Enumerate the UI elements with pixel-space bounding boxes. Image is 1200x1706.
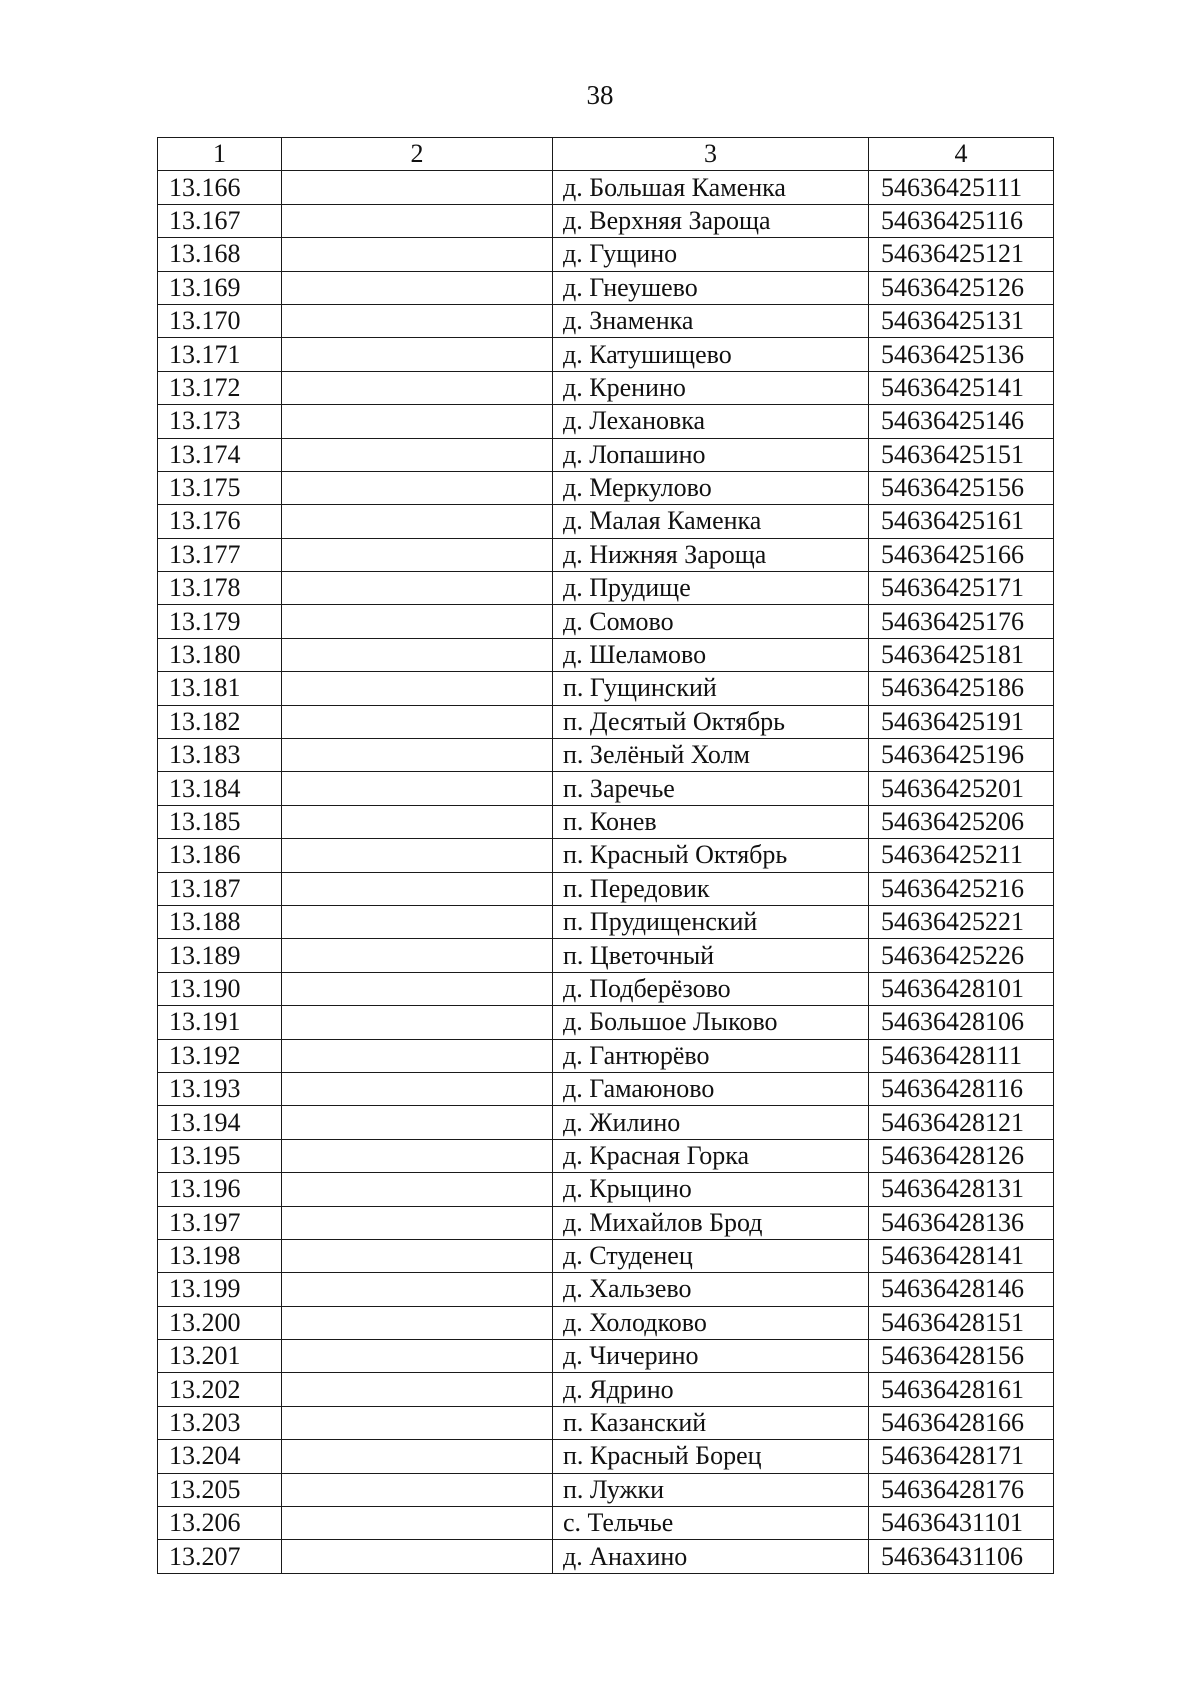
empty-cell xyxy=(282,1306,553,1339)
oktmo-code-cell: 54636428136 xyxy=(869,1206,1054,1239)
table-row xyxy=(158,204,1054,237)
oktmo-code-cell: 54636425141 xyxy=(869,371,1054,404)
empty-cell xyxy=(282,772,553,805)
row-number-cell: 13.205 xyxy=(158,1473,282,1506)
empty-cell xyxy=(282,1206,553,1239)
empty-cell xyxy=(282,739,553,772)
row-number-cell: 13.189 xyxy=(158,939,282,972)
table-row xyxy=(158,872,1054,905)
table-row xyxy=(158,739,1054,772)
oktmo-code-cell: 54636425116 xyxy=(869,204,1054,237)
settlement-name-cell: п. Казанский xyxy=(553,1406,869,1439)
empty-cell xyxy=(282,1106,553,1139)
empty-cell xyxy=(282,672,553,705)
settlement-name-cell: п. Цветочный xyxy=(553,939,869,972)
settlement-name-cell: п. Десятый Октябрь xyxy=(553,705,869,738)
row-number-cell: 13.199 xyxy=(158,1273,282,1306)
table-row xyxy=(158,238,1054,271)
table-row xyxy=(158,1273,1054,1306)
empty-cell xyxy=(282,605,553,638)
empty-cell xyxy=(282,1473,553,1506)
table-row xyxy=(158,505,1054,538)
settlement-name-cell: д. Гантюрёво xyxy=(553,1039,869,1072)
table-row xyxy=(158,1406,1054,1439)
column-header-2: 2 xyxy=(282,138,553,171)
oktmo-code-cell: 54636428111 xyxy=(869,1039,1054,1072)
empty-cell xyxy=(282,338,553,371)
oktmo-code-cell: 54636425161 xyxy=(869,505,1054,538)
row-number-cell: 13.182 xyxy=(158,705,282,738)
empty-cell xyxy=(282,1273,553,1306)
empty-cell xyxy=(282,538,553,571)
column-header-3: 3 xyxy=(553,138,869,171)
column-header-4: 4 xyxy=(869,138,1054,171)
oktmo-code-cell: 54636431106 xyxy=(869,1540,1054,1573)
row-number-cell: 13.183 xyxy=(158,739,282,772)
row-number-cell: 13.198 xyxy=(158,1239,282,1272)
oktmo-code-cell: 54636428101 xyxy=(869,972,1054,1005)
page-number: 38 xyxy=(586,80,614,110)
oktmo-code-cell: 54636431101 xyxy=(869,1507,1054,1540)
oktmo-code-cell: 54636428146 xyxy=(869,1273,1054,1306)
table-row xyxy=(158,1507,1054,1540)
settlement-name-cell: д. Лопашино xyxy=(553,438,869,471)
oktmo-code-cell: 54636428106 xyxy=(869,1006,1054,1039)
settlement-name-cell: п. Прудищенский xyxy=(553,905,869,938)
oktmo-code-cell: 54636428151 xyxy=(869,1306,1054,1339)
settlement-name-cell: д. Гущино xyxy=(553,238,869,271)
settlement-name-cell: д. Сомово xyxy=(553,605,869,638)
row-number-cell: 13.185 xyxy=(158,805,282,838)
empty-cell xyxy=(282,505,553,538)
oktmo-code-cell: 54636425126 xyxy=(869,271,1054,304)
settlement-name-cell: д. Большая Каменка xyxy=(553,171,869,204)
row-number-cell: 13.166 xyxy=(158,171,282,204)
empty-cell xyxy=(282,1373,553,1406)
table-row xyxy=(158,705,1054,738)
empty-cell xyxy=(282,972,553,1005)
oktmo-code-cell: 54636425221 xyxy=(869,905,1054,938)
table-row xyxy=(158,905,1054,938)
table-row xyxy=(158,605,1054,638)
oktmo-code-cell: 54636425131 xyxy=(869,304,1054,337)
settlement-name-cell: д. Лехановка xyxy=(553,405,869,438)
table-row xyxy=(158,1540,1054,1573)
empty-cell xyxy=(282,705,553,738)
empty-cell xyxy=(282,405,553,438)
row-number-cell: 13.168 xyxy=(158,238,282,271)
empty-cell xyxy=(282,1072,553,1105)
table-row xyxy=(158,471,1054,504)
settlement-name-cell: п. Красный Борец xyxy=(553,1440,869,1473)
row-number-cell: 13.174 xyxy=(158,438,282,471)
oktmo-code-cell: 54636428126 xyxy=(869,1139,1054,1172)
oktmo-code-cell: 54636425186 xyxy=(869,672,1054,705)
row-number-cell: 13.188 xyxy=(158,905,282,938)
settlement-name-cell: д. Гамаюново xyxy=(553,1072,869,1105)
table-row xyxy=(158,1006,1054,1039)
table-row xyxy=(158,939,1054,972)
settlement-name-cell: п. Красный Октябрь xyxy=(553,839,869,872)
row-number-cell: 13.192 xyxy=(158,1039,282,1072)
settlement-name-cell: д. Нижняя Зароща xyxy=(553,538,869,571)
oktmo-code-cell: 54636425201 xyxy=(869,772,1054,805)
table-row xyxy=(158,839,1054,872)
settlement-name-cell: п. Конев xyxy=(553,805,869,838)
row-number-cell: 13.176 xyxy=(158,505,282,538)
row-number-cell: 13.206 xyxy=(158,1507,282,1540)
oktmo-code-cell: 54636425121 xyxy=(869,238,1054,271)
table-row xyxy=(158,1106,1054,1139)
row-number-cell: 13.193 xyxy=(158,1072,282,1105)
empty-cell xyxy=(282,1340,553,1373)
row-number-cell: 13.167 xyxy=(158,204,282,237)
row-number-cell: 13.200 xyxy=(158,1306,282,1339)
empty-cell xyxy=(282,471,553,504)
empty-cell xyxy=(282,271,553,304)
oktmo-code-cell: 54636428161 xyxy=(869,1373,1054,1406)
row-number-cell: 13.202 xyxy=(158,1373,282,1406)
oktmo-code-cell: 54636425191 xyxy=(869,705,1054,738)
settlement-name-cell: д. Михайлов Брод xyxy=(553,1206,869,1239)
table-body xyxy=(158,171,1054,1573)
row-number-cell: 13.197 xyxy=(158,1206,282,1239)
empty-cell xyxy=(282,1239,553,1272)
settlement-name-cell: д. Шеламово xyxy=(553,638,869,671)
row-number-cell: 13.187 xyxy=(158,872,282,905)
row-number-cell: 13.194 xyxy=(158,1106,282,1139)
row-number-cell: 13.178 xyxy=(158,572,282,605)
oktmo-code-cell: 54636428131 xyxy=(869,1173,1054,1206)
table-row xyxy=(158,638,1054,671)
settlement-name-cell: д. Студенец xyxy=(553,1239,869,1272)
oktmo-code-cell: 54636425151 xyxy=(869,438,1054,471)
empty-cell xyxy=(282,939,553,972)
row-number-cell: 13.179 xyxy=(158,605,282,638)
empty-cell xyxy=(282,839,553,872)
table-row xyxy=(158,338,1054,371)
oktmo-code-cell: 54636425216 xyxy=(869,872,1054,905)
row-number-cell: 13.175 xyxy=(158,471,282,504)
row-number-cell: 13.177 xyxy=(158,538,282,571)
settlement-name-cell: д. Хальзево xyxy=(553,1273,869,1306)
table-row xyxy=(158,1440,1054,1473)
table-row xyxy=(158,171,1054,204)
table-row xyxy=(158,772,1054,805)
settlement-name-cell: д. Кренино xyxy=(553,371,869,404)
oktmo-code-cell: 54636428121 xyxy=(869,1106,1054,1139)
settlement-name-cell: д. Катушищево xyxy=(553,338,869,371)
table-row xyxy=(158,1306,1054,1339)
table-row xyxy=(158,371,1054,404)
oktmo-code-cell: 54636425176 xyxy=(869,605,1054,638)
oktmo-code-cell: 54636425146 xyxy=(869,405,1054,438)
settlement-name-cell: п. Заречье xyxy=(553,772,869,805)
table-row xyxy=(158,405,1054,438)
table-header-row xyxy=(158,138,1054,171)
oktmo-code-cell: 54636428141 xyxy=(869,1239,1054,1272)
table-row xyxy=(158,538,1054,571)
oktmo-code-cell: 54636428176 xyxy=(869,1473,1054,1506)
settlement-name-cell: д. Крыцино xyxy=(553,1173,869,1206)
empty-cell xyxy=(282,238,553,271)
oktmo-code-cell: 54636425171 xyxy=(869,572,1054,605)
table-row xyxy=(158,1072,1054,1105)
oktmo-code-cell: 54636428116 xyxy=(869,1072,1054,1105)
row-number-cell: 13.169 xyxy=(158,271,282,304)
oktmo-code-cell: 54636425156 xyxy=(869,471,1054,504)
settlement-name-cell: п. Лужки xyxy=(553,1473,869,1506)
row-number-cell: 13.172 xyxy=(158,371,282,404)
empty-cell xyxy=(282,572,553,605)
oktmo-code-cell: 54636425181 xyxy=(869,638,1054,671)
oktmo-code-cell: 54636428171 xyxy=(869,1440,1054,1473)
oktmo-code-cell: 54636425111 xyxy=(869,171,1054,204)
table-row xyxy=(158,672,1054,705)
table-row xyxy=(158,1340,1054,1373)
settlement-name-cell: д. Знаменка xyxy=(553,304,869,337)
empty-cell xyxy=(282,905,553,938)
table-row xyxy=(158,1039,1054,1072)
empty-cell xyxy=(282,1139,553,1172)
row-number-cell: 13.171 xyxy=(158,338,282,371)
settlement-name-cell: д. Красная Горка xyxy=(553,1139,869,1172)
empty-cell xyxy=(282,304,553,337)
table-row xyxy=(158,572,1054,605)
row-number-cell: 13.201 xyxy=(158,1340,282,1373)
empty-cell xyxy=(282,872,553,905)
row-number-cell: 13.184 xyxy=(158,772,282,805)
table-row xyxy=(158,805,1054,838)
row-number-cell: 13.190 xyxy=(158,972,282,1005)
empty-cell xyxy=(282,1039,553,1072)
oktmo-code-cell: 54636425166 xyxy=(869,538,1054,571)
empty-cell xyxy=(282,1406,553,1439)
row-number-cell: 13.191 xyxy=(158,1006,282,1039)
row-number-cell: 13.195 xyxy=(158,1139,282,1172)
settlement-name-cell: д. Холодково xyxy=(553,1306,869,1339)
settlement-name-cell: п. Зелёный Холм xyxy=(553,739,869,772)
empty-cell xyxy=(282,805,553,838)
row-number-cell: 13.173 xyxy=(158,405,282,438)
settlement-name-cell: д. Ядрино xyxy=(553,1373,869,1406)
row-number-cell: 13.196 xyxy=(158,1173,282,1206)
settlement-name-cell: д. Жилино xyxy=(553,1106,869,1139)
oktmo-code-cell: 54636425226 xyxy=(869,939,1054,972)
row-number-cell: 13.180 xyxy=(158,638,282,671)
oktmo-code-cell: 54636425206 xyxy=(869,805,1054,838)
settlement-name-cell: д. Гнеушево xyxy=(553,271,869,304)
table-row xyxy=(158,1373,1054,1406)
table-row xyxy=(158,1206,1054,1239)
empty-cell xyxy=(282,171,553,204)
oktmo-code-cell: 54636425211 xyxy=(869,839,1054,872)
row-number-cell: 13.207 xyxy=(158,1540,282,1573)
settlement-code-table xyxy=(157,137,1054,1574)
table-row xyxy=(158,438,1054,471)
settlement-name-cell: д. Верхняя Зароща xyxy=(553,204,869,237)
table-row xyxy=(158,1473,1054,1506)
column-header-1: 1 xyxy=(158,138,282,171)
table-row xyxy=(158,1173,1054,1206)
empty-cell xyxy=(282,1006,553,1039)
empty-cell xyxy=(282,1507,553,1540)
settlement-name-cell: д. Меркулово xyxy=(553,471,869,504)
row-number-cell: 13.204 xyxy=(158,1440,282,1473)
table-row xyxy=(158,1139,1054,1172)
row-number-cell: 13.181 xyxy=(158,672,282,705)
oktmo-code-cell: 54636425196 xyxy=(869,739,1054,772)
empty-cell xyxy=(282,1173,553,1206)
empty-cell xyxy=(282,638,553,671)
empty-cell xyxy=(282,1540,553,1573)
settlement-name-cell: д. Малая Каменка xyxy=(553,505,869,538)
empty-cell xyxy=(282,1440,553,1473)
table-row xyxy=(158,304,1054,337)
row-number-cell: 13.203 xyxy=(158,1406,282,1439)
empty-cell xyxy=(282,371,553,404)
settlement-name-cell: д. Подберёзово xyxy=(553,972,869,1005)
oktmo-code-cell: 54636425136 xyxy=(869,338,1054,371)
row-number-cell: 13.186 xyxy=(158,839,282,872)
empty-cell xyxy=(282,204,553,237)
oktmo-code-cell: 54636428166 xyxy=(869,1406,1054,1439)
settlement-name-cell: д. Большое Лыково xyxy=(553,1006,869,1039)
table-row xyxy=(158,271,1054,304)
settlement-name-cell: п. Гущинский xyxy=(553,672,869,705)
empty-cell xyxy=(282,438,553,471)
row-number-cell: 13.170 xyxy=(158,304,282,337)
oktmo-code-cell: 54636428156 xyxy=(869,1340,1054,1373)
settlement-name-cell: п. Передовик xyxy=(553,872,869,905)
table-row xyxy=(158,972,1054,1005)
settlement-name-cell: д. Прудище xyxy=(553,572,869,605)
settlement-name-cell: с. Тельчье xyxy=(553,1507,869,1540)
settlement-name-cell: д. Чичерино xyxy=(553,1340,869,1373)
table-row xyxy=(158,1239,1054,1272)
settlement-name-cell: д. Анахино xyxy=(553,1540,869,1573)
